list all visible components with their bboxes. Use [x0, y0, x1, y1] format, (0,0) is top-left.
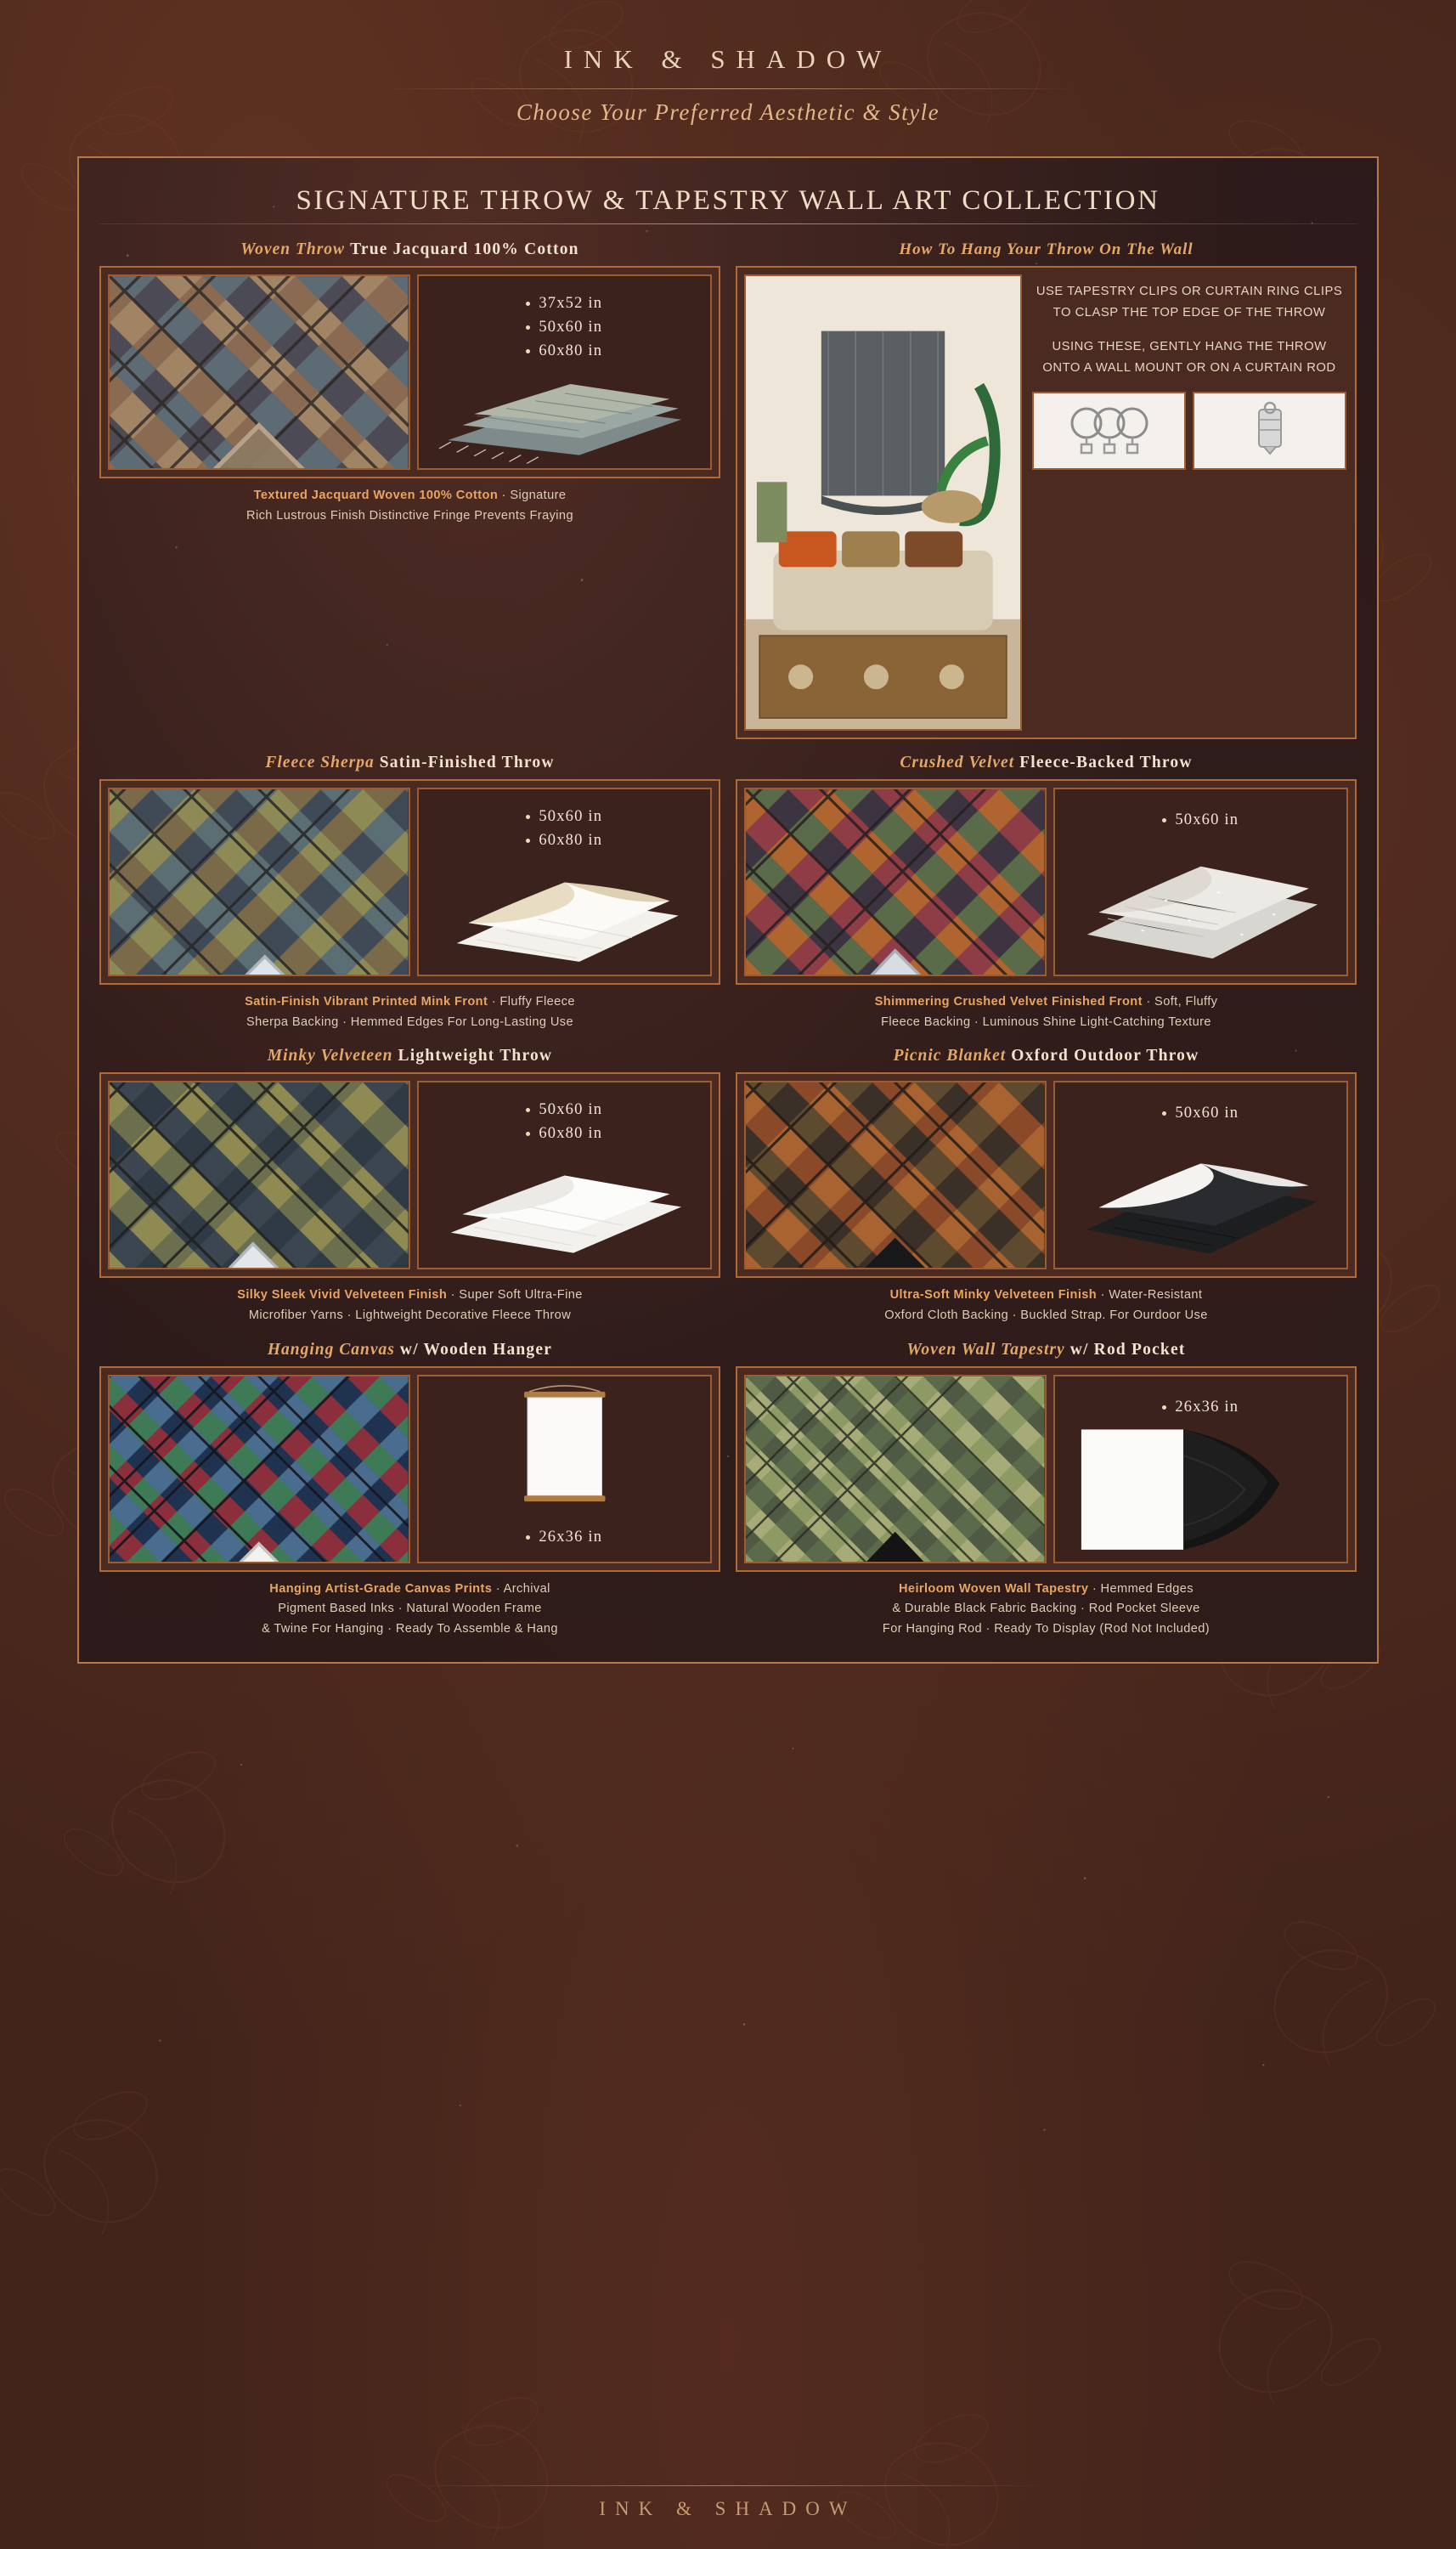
product-card-hanging-canvas	[99, 1340, 720, 1640]
curtain-ring-clips-icon[interactable]	[1032, 392, 1186, 470]
size-option	[526, 1529, 602, 1546]
bullet-icon	[526, 325, 530, 330]
description-text: Sherpa Backing · Hemmed Edges For Long-Lasting Use	[245, 1015, 574, 1029]
folded-throw-image	[419, 365, 711, 468]
footer-brand: INK & SHADOW	[599, 2498, 857, 2519]
bullet-icon	[526, 815, 530, 819]
description-text: & Twine For Hanging · Ready To Assemble & Hang	[262, 1621, 558, 1636]
product-photo-quilt[interactable]	[744, 788, 1047, 976]
description-strong: Textured Jacquard Woven 100% Cotton	[253, 489, 499, 502]
card-description	[99, 1286, 720, 1325]
description-strong: Ultra-Soft Minky Velveteen Finish	[889, 1288, 1098, 1303]
product-card-picnic-blanket	[736, 1046, 1357, 1325]
room-photo[interactable]	[744, 274, 1022, 731]
card-description	[736, 1580, 1357, 1640]
card-heading	[99, 240, 720, 259]
size-option	[526, 1101, 602, 1119]
card-heading-emphasis: Woven Throw	[240, 240, 346, 258]
card-body	[736, 266, 1357, 739]
card-body	[736, 1366, 1357, 1572]
card-heading-main: Oxford Outdoor Throw	[1011, 1047, 1199, 1065]
description-strong: Shimmering Crushed Velvet Finished Front	[874, 995, 1143, 1009]
description-strong: Silky Sleek Vivid Velveteen Finish	[237, 1288, 448, 1303]
card-heading	[736, 753, 1357, 772]
card-heading-main: w/ Wooden Hanger	[399, 1340, 553, 1359]
bullet-icon	[526, 302, 530, 306]
product-grid	[99, 240, 1357, 1640]
description-text: · Hemmed Edges	[1088, 1581, 1194, 1596]
description-text: · Fluffy Fleece	[488, 995, 575, 1009]
sizes-and-fold-pane	[1053, 1375, 1349, 1563]
card-heading-main: Fleece-Backed Throw	[1019, 754, 1193, 772]
size-list	[419, 1529, 711, 1562]
card-body	[99, 1366, 720, 1572]
bullet-icon	[1162, 818, 1166, 822]
hang-instruction-2: USING THESE, GENTLY HANG THE THROW ONTO A WALL MOUNT OR ON A CURTAIN ROD	[1042, 339, 1336, 376]
card-heading-main: Satin-Finished Throw	[379, 754, 555, 772]
card-heading-emphasis: Fleece Sherpa	[265, 754, 375, 772]
size-option	[526, 808, 602, 826]
size-label: 60x80 in	[539, 832, 603, 850]
size-option	[526, 319, 602, 336]
card-heading	[99, 1340, 720, 1359]
size-option	[526, 1125, 602, 1143]
size-option	[1162, 1105, 1239, 1122]
card-heading-emphasis: Hanging Canvas	[267, 1340, 395, 1359]
card-heading	[736, 240, 1357, 259]
folded-throw-image	[1055, 1128, 1347, 1268]
card-description	[736, 1286, 1357, 1325]
card-heading	[99, 753, 720, 772]
folded-throw-image	[419, 855, 711, 975]
tapestry-backing-image	[1055, 1421, 1347, 1562]
description-text: · Super Soft Ultra-Fine	[447, 1288, 583, 1303]
bullet-icon	[526, 1535, 530, 1540]
size-label: 26x36 in	[539, 1528, 603, 1546]
canvas-hanger-pane	[417, 1375, 713, 1563]
description-text: Pigment Based Inks · Natural Wooden Frame	[278, 1602, 542, 1616]
page-footer	[0, 2485, 1456, 2520]
sizes-and-fold-pane	[417, 274, 713, 470]
card-body	[736, 779, 1357, 985]
sizes-and-fold-pane	[1053, 788, 1349, 976]
card-description	[99, 992, 720, 1032]
masthead	[31, 0, 1425, 126]
product-card-woven-wall-tapestry	[736, 1340, 1357, 1640]
size-list	[419, 789, 711, 855]
bullet-icon	[526, 349, 530, 353]
card-description	[99, 1580, 720, 1640]
card-heading-emphasis: Woven Wall Tapestry	[906, 1340, 1065, 1359]
size-label: 60x80 in	[539, 342, 603, 359]
size-label: 37x52 in	[539, 295, 603, 312]
size-list	[1055, 789, 1347, 834]
card-heading	[736, 1046, 1357, 1065]
product-card-woven-throw	[99, 240, 720, 739]
card-body	[99, 1072, 720, 1278]
product-photo-quilt[interactable]	[108, 1081, 410, 1269]
size-label: 50x60 in	[539, 319, 603, 336]
masthead-tagline: Choose Your Preferred Aesthetic & Style	[516, 99, 940, 125]
description-strong: Heirloom Woven Wall Tapestry	[898, 1581, 1089, 1596]
description-text: Microfiber Yarns · Lightweight Decorative Fleece Throw	[248, 1308, 572, 1322]
size-label: 50x60 in	[1175, 1105, 1239, 1122]
hardware-images	[1032, 392, 1346, 470]
product-photo-quilt[interactable]	[108, 1375, 410, 1563]
description-text: · Water-Resistant	[1097, 1288, 1203, 1303]
product-photo-quilt[interactable]	[744, 1081, 1047, 1269]
description-text: · Signature	[498, 489, 567, 502]
description-strong: Hanging Artist-Grade Canvas Prints	[269, 1581, 493, 1596]
product-photo-quilt[interactable]	[108, 274, 410, 470]
size-option	[526, 342, 602, 360]
description-text: Fleece Backing · Luminous Shine Light-Catching Texture	[881, 1015, 1211, 1029]
panel-title: SIGNATURE THROW & TAPESTRY WALL ART COLLECTION	[296, 185, 1160, 216]
card-heading	[99, 1046, 720, 1065]
size-list	[419, 276, 711, 365]
size-list	[419, 1082, 711, 1148]
sizes-and-fold-pane	[417, 1081, 713, 1269]
product-photo-quilt[interactable]	[744, 1375, 1047, 1563]
brand-title: INK & SHADOW	[563, 44, 893, 74]
tapestry-clip-icon[interactable]	[1193, 392, 1346, 470]
description-text: For Hanging Rod · Ready To Display (Rod Not Included)	[882, 1621, 1211, 1636]
card-body	[736, 1072, 1357, 1278]
bullet-icon	[1162, 1111, 1166, 1116]
size-list	[1055, 1376, 1347, 1421]
size-option	[1162, 811, 1239, 829]
bullet-icon	[526, 1132, 530, 1136]
hang-instruction-1: USE TAPESTRY CLIPS OR CURTAIN RING CLIPS TO CLASP THE TOP EDGE OF THE THROW	[1036, 285, 1343, 320]
card-heading-emphasis: Minky Velveteen	[267, 1047, 393, 1065]
card-body	[99, 779, 720, 985]
card-heading-main: Lightweight Throw	[398, 1047, 553, 1065]
description-text: Rich Lustrous Finish Distinctive Fringe Prevents Fraying	[246, 508, 573, 523]
size-list	[1055, 1082, 1347, 1128]
product-card-fleece-sherpa	[99, 753, 720, 1032]
folded-throw-image	[419, 1148, 711, 1268]
product-card-crushed-velvet	[736, 753, 1357, 1032]
folded-throw-image	[1055, 834, 1347, 975]
size-label: 50x60 in	[539, 808, 603, 826]
description-strong: Satin-Finish Vibrant Printed Mink Front	[245, 995, 488, 1009]
size-label: 50x60 in	[1175, 811, 1239, 829]
hang-instructions	[1030, 274, 1348, 731]
description-text: · Archival	[492, 1581, 550, 1596]
size-label: 26x36 in	[1175, 1398, 1239, 1416]
size-option	[526, 832, 602, 850]
bullet-icon	[1162, 1405, 1166, 1410]
card-body	[99, 266, 720, 478]
description-text: · Soft, Fluffy	[1142, 995, 1218, 1009]
bullet-icon	[526, 1108, 530, 1112]
card-heading-main: True Jacquard 100% Cotton	[350, 240, 579, 258]
size-label: 60x80 in	[539, 1125, 603, 1143]
card-description	[99, 486, 720, 526]
size-option	[1162, 1399, 1239, 1416]
collection-panel	[77, 156, 1379, 1664]
panel-title-divider	[99, 223, 1357, 224]
sizes-and-fold-pane	[417, 788, 713, 976]
card-description	[736, 992, 1357, 1032]
how-to-hang-card	[736, 240, 1357, 739]
size-label: 50x60 in	[539, 1101, 603, 1119]
size-option	[526, 295, 602, 313]
product-photo-quilt[interactable]	[108, 788, 410, 976]
card-heading-emphasis: Picnic Blanket	[893, 1047, 1007, 1065]
card-heading-emphasis: How To Hang Your Throw On The Wall	[899, 240, 1194, 258]
description-text: & Durable Black Fabric Backing · Rod Pocket Sleeve	[892, 1602, 1200, 1616]
footer-divider	[405, 2485, 1051, 2486]
card-heading	[736, 1340, 1357, 1359]
card-heading-emphasis: Crushed Velvet	[900, 754, 1015, 772]
hanging-canvas-image	[419, 1376, 711, 1529]
card-heading-main: w/ Rod Pocket	[1069, 1340, 1186, 1359]
masthead-divider	[380, 88, 1076, 89]
product-card-minky-velveteen	[99, 1046, 720, 1325]
sizes-and-fold-pane	[1053, 1081, 1349, 1269]
bullet-icon	[526, 839, 530, 843]
description-text: Oxford Cloth Backing · Buckled Strap. For Ourdoor Use	[884, 1308, 1208, 1322]
